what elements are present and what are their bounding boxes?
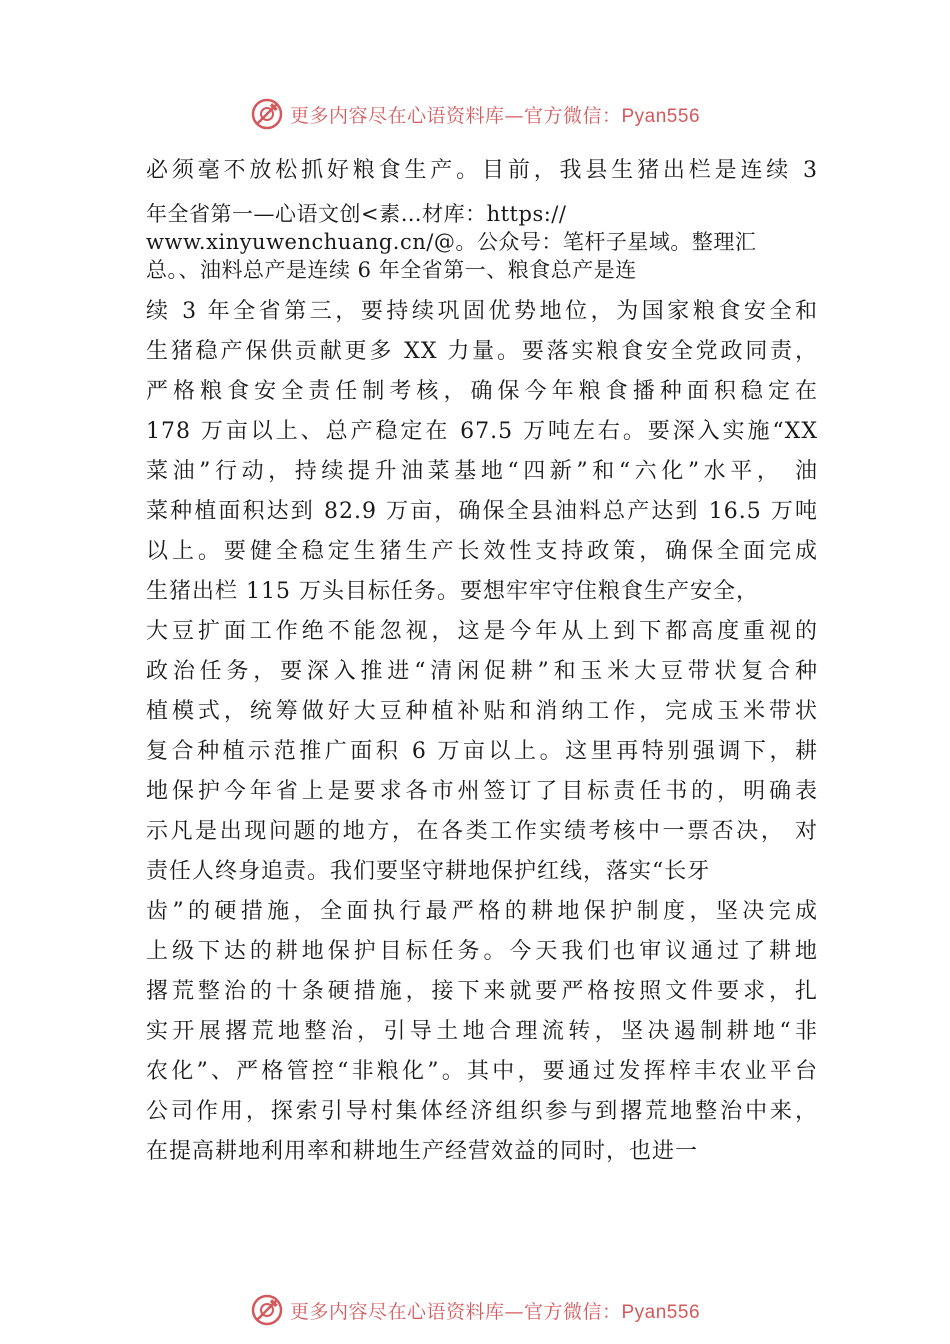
text-line: 菜油”行动，持续提升油菜基地“四新”和“六化”水平， 油 <box>146 459 818 484</box>
text-line: 续 3 年全省第三，要持续巩固优势地位，为国家粮食安全和 <box>146 299 818 324</box>
text-line: 地保护今年省上是要求各市州签订了目标责任书的，明确表 <box>146 779 818 804</box>
text-line: 植模式，统筹做好大豆种植补贴和消纳工作，完成玉米带状 <box>146 699 818 724</box>
text-line: 撂荒整治的十条硬措施，接下来就要严格按照文件要求，扎 <box>146 979 818 1004</box>
header-banner <box>0 94 950 134</box>
watermark-line: www.xinyuwenchuang.cn/@。公众号：笔杆子星域。整理汇 <box>146 230 757 254</box>
footer-banner <box>0 1290 950 1330</box>
brand-logo-icon <box>250 97 284 131</box>
brand-logo-icon <box>250 1293 284 1327</box>
text-line: 大豆扩面工作绝不能忽视，这是今年从上到下都高度重视的 <box>146 619 818 644</box>
document-first-line <box>146 151 818 191</box>
text-line: 实开展撂荒地整治，引导土地合理流转，坚决遏制耕地“非 <box>146 1019 818 1044</box>
text-line: 以上。要健全稳定生猪生产长效性支持政策，确保全面完成 <box>146 539 818 564</box>
text-line: 生猪出栏 115 万头目标任务。要想牢牢守住粮食生产安全， <box>146 579 759 604</box>
text-line: 农化”、严格管控“非粮化”。其中，要通过发挥梓丰农业平台 <box>146 1059 818 1084</box>
text-line: 上级下达的耕地保护目标任务。今天我们也审议通过了耕地 <box>146 939 818 964</box>
header-banner-text: 更多内容尽在心语资料库—官方微信：Pyan556 <box>289 104 701 127</box>
text-line: 必须毫不放松抓好粮食生产。目前，我县生猪出栏是连续 3 <box>146 158 818 183</box>
text-line: 公司作用，探索引导村集体经济组织参与到撂荒地整治中来， <box>146 1099 818 1124</box>
text-line: 严格粮食安全责任制考核，确保今年粮食播种面积稳定在 <box>146 379 818 404</box>
text-line: 菜种植面积达到 82.9 万亩，确保全县油料总产达到 16.5 万吨 <box>146 499 818 524</box>
text-line: 复合种植示范推广面积 6 万亩以上。这里再特别强调下，耕 <box>146 739 818 764</box>
footer-banner-text: 更多内容尽在心语资料库—官方微信：Pyan556 <box>289 1300 701 1323</box>
watermark-block <box>146 200 818 284</box>
watermark-line: 年全省第一—心语文创<素…材库：https:// <box>146 202 567 226</box>
document-body <box>146 292 818 1172</box>
text-line: 在提高耕地利用率和耕地生产经营效益的同时，也进一 <box>146 1139 699 1164</box>
watermark-line: 总。、油料总产是连续 6 年全省第一、粮食总产是连 <box>146 258 637 282</box>
text-line: 责任人终身追责。我们要坚守耕地保护红线，落实“长牙 <box>146 859 711 884</box>
text-line: 178 万亩以上、总产稳定在 67.5 万吨左右。要深入实施“XX <box>146 419 818 444</box>
text-line: 示凡是出现问题的地方，在各类工作实绩考核中一票否决， 对 <box>146 819 818 844</box>
text-line: 政治任务，要深入推进“清闲促耕”和玉米大豆带状复合种 <box>146 659 818 684</box>
text-line: 齿”的硬措施，全面执行最严格的耕地保护制度，坚决完成 <box>146 899 818 924</box>
text-line: 生猪稳产保供贡献更多 XX 力量。要落实粮食安全党政同责， <box>146 339 818 364</box>
